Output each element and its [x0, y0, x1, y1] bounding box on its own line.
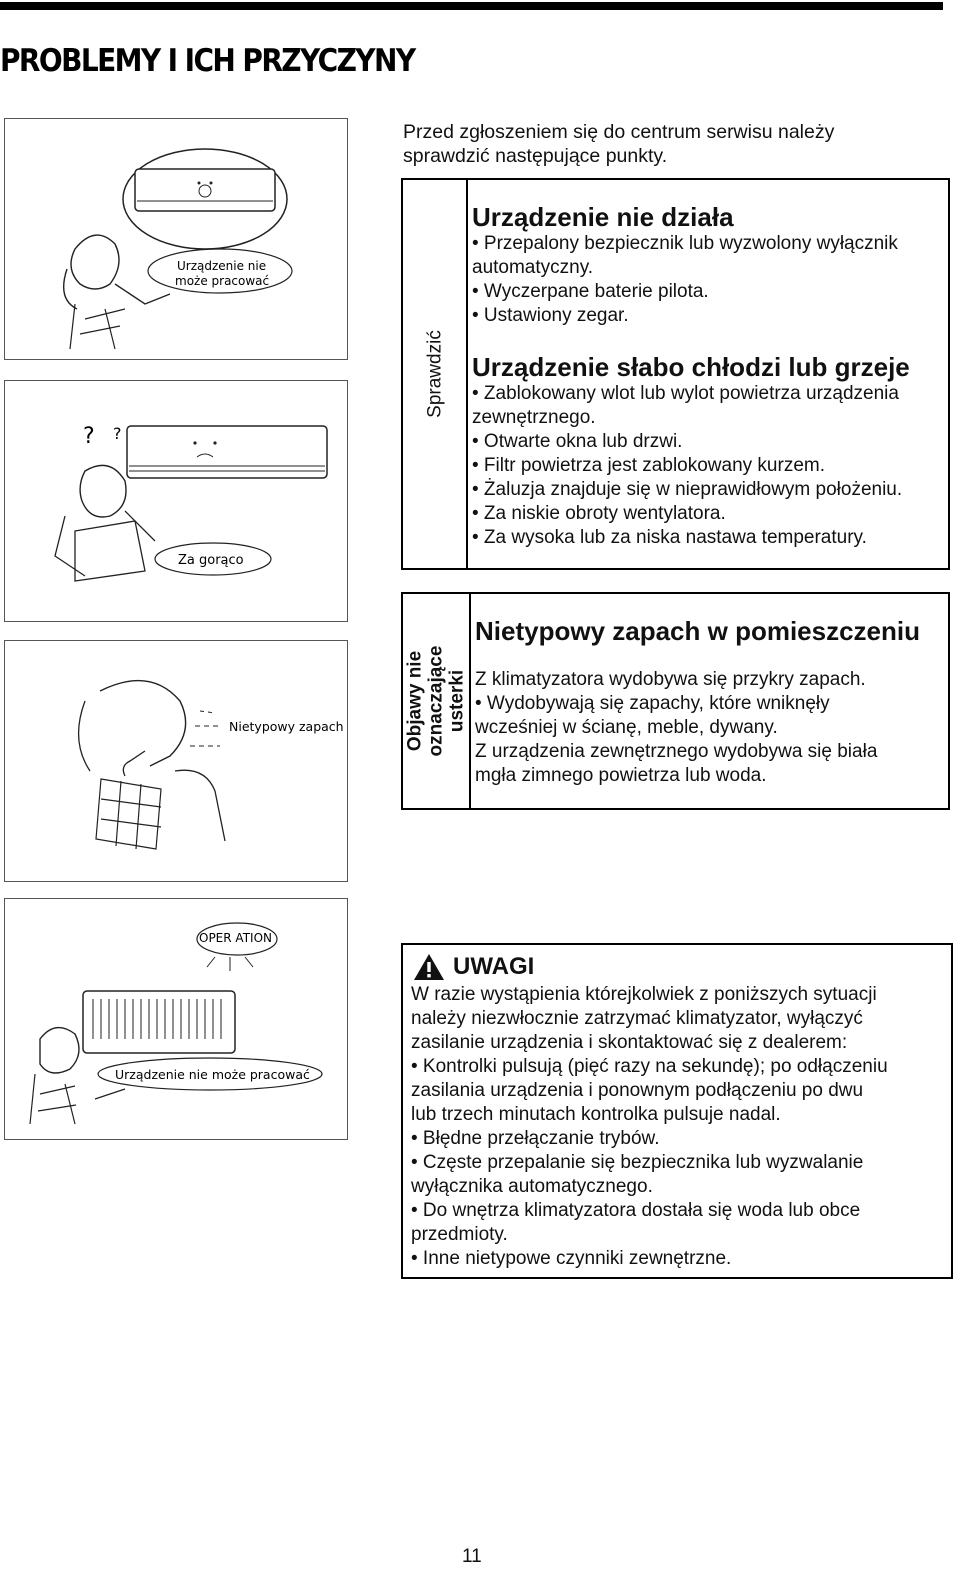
check-box — [401, 178, 950, 570]
symptoms-line: • Wydobywają się zapachy, które wniknęły — [475, 693, 830, 714]
section-line: • Otwarte okna lub drzwi. — [472, 431, 683, 452]
symptoms-side-column — [403, 594, 471, 808]
illustration-not-working-drawing — [5, 119, 347, 359]
intro-line: Przed zgłoszeniem się do centrum serwisu należy — [403, 121, 835, 143]
symptoms-side-label-line: usterki — [446, 669, 468, 733]
panel-label: OPER ATION — [199, 931, 272, 945]
section-heading: Urządzenie słabo chłodzi lub grzeje — [472, 352, 910, 382]
warning-line: wyłącznika automatycznego. — [411, 1176, 653, 1197]
illustration-operation-drawing — [5, 899, 347, 1139]
svg-text:?: ? — [113, 424, 122, 443]
section-line: • Żaluzja znajduje się w nieprawidłowym położeniu. — [472, 479, 903, 500]
illustration-operation — [4, 898, 348, 1140]
warning-header — [413, 953, 943, 981]
top-rule — [0, 2, 943, 10]
warning-box — [401, 943, 953, 1279]
svg-text:?: ? — [83, 424, 95, 449]
section-line: • Zablokowany wlot lub wylot powietrza urządzenia — [472, 383, 899, 404]
symptoms-box — [401, 592, 950, 810]
warning-content — [403, 945, 951, 1277]
warning-line: lub trzech minutach kontrolka pulsuje nadal. — [411, 1104, 781, 1125]
warning-line: należy niezwłocznie zatrzymać klimatyzator, wyłączyć — [411, 1008, 863, 1029]
illustration-not-working — [4, 118, 348, 360]
section-line: automatyczny. — [472, 257, 594, 278]
caption: Nietypowy zapach — [229, 719, 344, 734]
illustration-too-hot — [4, 380, 348, 622]
check-side-label: Sprawdzić — [424, 330, 445, 418]
section-heading: Urządzenie nie działa — [472, 202, 734, 232]
caption-line-2: może pracować — [175, 274, 270, 288]
symptoms-heading: Nietypowy zapach w pomieszczeniu — [475, 616, 920, 646]
symptoms-side-label-line: oznaczające — [425, 645, 447, 757]
illustration-odor — [4, 640, 348, 882]
symptoms-line: mgła zimnego powietrza lub woda. — [475, 765, 767, 786]
page-title: PROBLEMY I ICH PRZYCZYNY — [0, 42, 415, 79]
warning-line: W razie wystąpienia którejkolwiek z poniższych sytuacji — [411, 984, 877, 1005]
section-line: • Przepalony bezpiecznik lub wyzwolony wyłącznik — [472, 233, 898, 254]
warning-title: UWAGI — [453, 953, 535, 980]
warning-line: • Kontrolki pulsują (pięć razy na sekundę); po odłączeniu — [411, 1056, 888, 1077]
intro-line: sprawdzić następujące punkty. — [403, 145, 668, 167]
section-line: • Za niskie obroty wentylatora. — [472, 503, 726, 524]
warning-line: • Inne nietypowe czynniki zewnętrzne. — [411, 1248, 732, 1269]
illustration-too-hot-drawing — [5, 381, 347, 621]
symptoms-content — [469, 594, 948, 808]
check-side-column — [403, 180, 468, 568]
section-line: • Za wysoka lub za niska nastawa temperatury. — [472, 527, 867, 548]
symptoms-line: Z urządzenia zewnętrznego wydobywa się biała — [475, 741, 878, 762]
page-number: 11 — [462, 1546, 482, 1567]
warning-line: • Do wnętrza klimatyzatora dostała się woda lub obce — [411, 1200, 861, 1221]
symptoms-line: wcześniej w ścianę, meble, dywany. — [475, 717, 778, 738]
symptoms-line: Z klimatyzatora wydobywa się przykry zapach. — [475, 669, 866, 690]
warning-line: • Częste przepalanie się bezpiecznika lub wyzwalanie — [411, 1152, 864, 1173]
warning-line: • Błędne przełączanie trybów. — [411, 1128, 660, 1149]
section-line: • Wyczerpane baterie pilota. — [472, 281, 709, 302]
caption: Urządzenie nie może pracować — [115, 1067, 310, 1082]
section-line: zewnętrznego. — [472, 407, 596, 428]
caption: Za gorąco — [178, 553, 244, 568]
illustration-odor-drawing — [5, 641, 347, 881]
warning-line: przedmioty. — [411, 1224, 508, 1245]
section-line: • Ustawiony zegar. — [472, 305, 629, 326]
check-content — [466, 180, 948, 568]
intro-text — [403, 120, 923, 168]
section-line: • Filtr powietrza jest zablokowany kurzem. — [472, 455, 825, 476]
warning-icon — [413, 953, 445, 981]
warning-line: zasilania urządzenia i ponownym podłączeniu po dwu — [411, 1080, 864, 1101]
caption-line-1: Urządzenie nie — [177, 259, 267, 273]
symptoms-side-label-line: Objawy nie — [404, 650, 426, 752]
symptoms-side-label — [405, 646, 468, 757]
warning-line: zasilanie urządzenia i skontaktować się z dealerem: — [411, 1032, 848, 1053]
